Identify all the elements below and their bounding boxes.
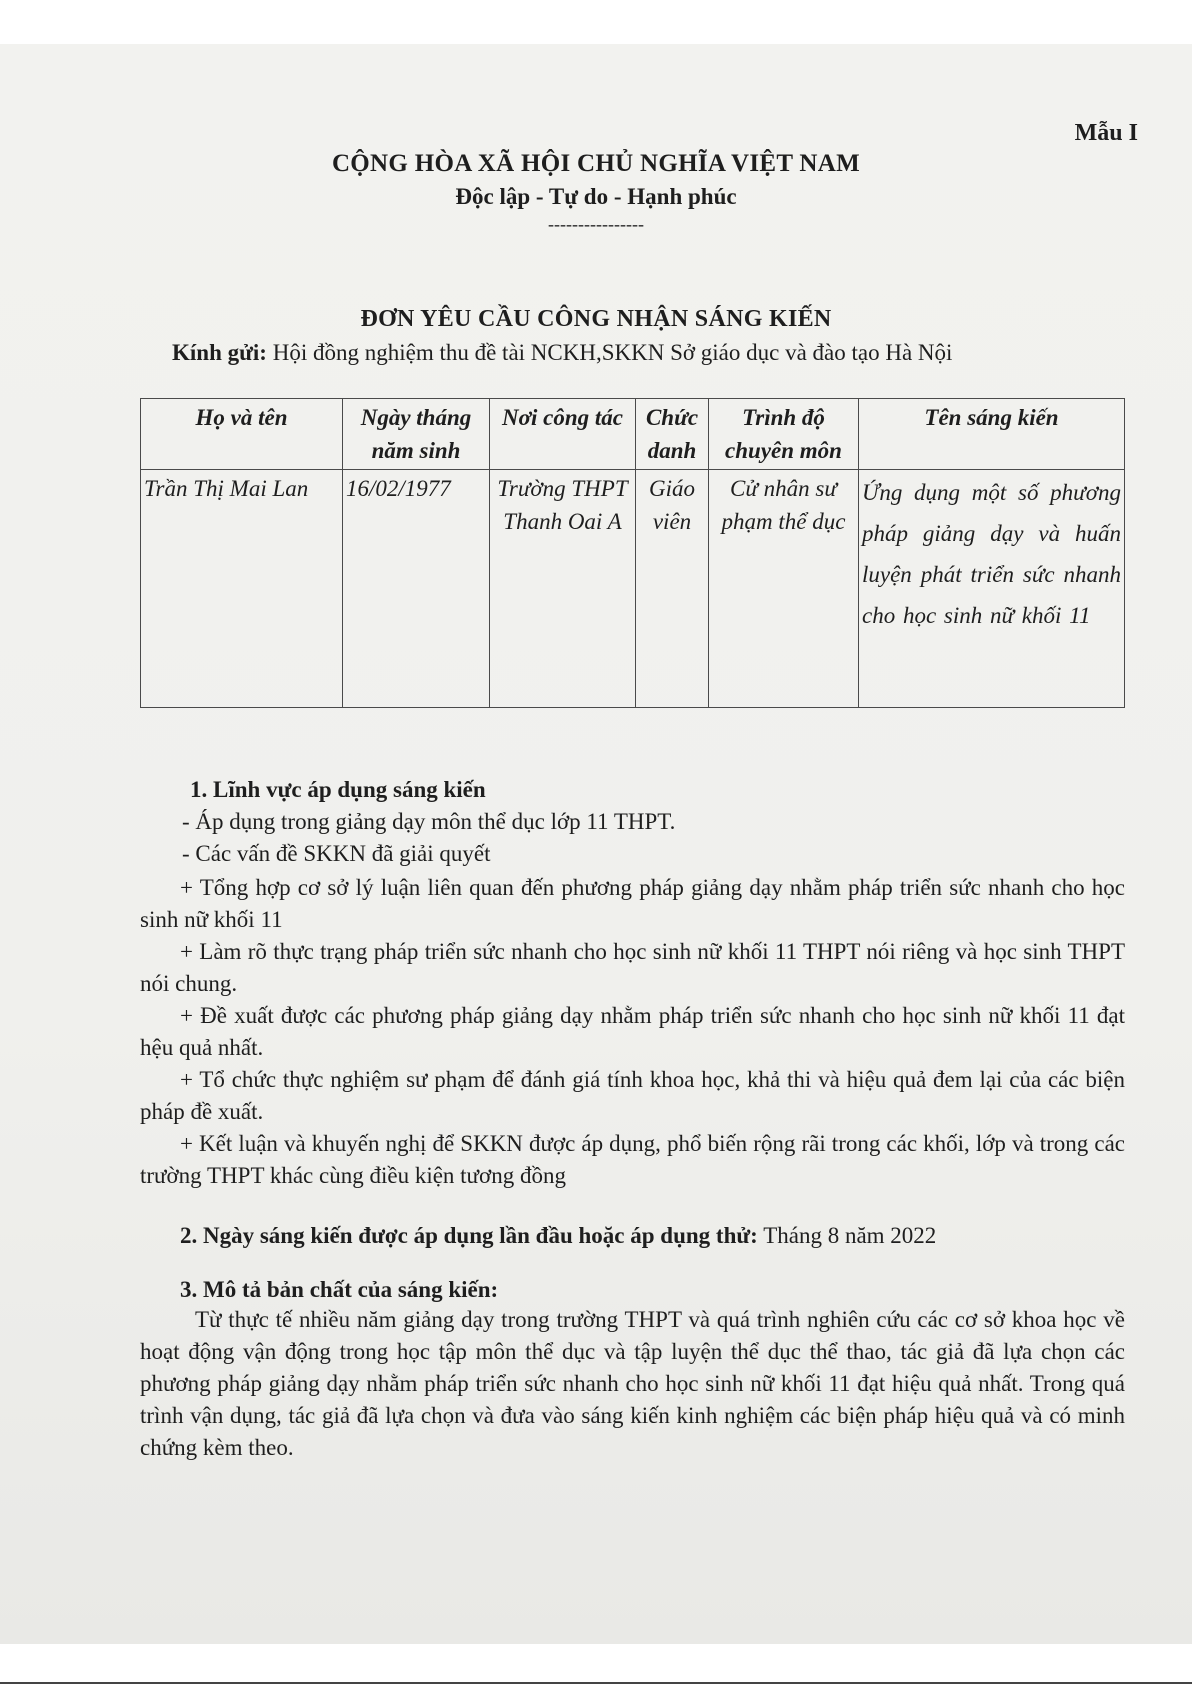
cell-position: Giáo viên xyxy=(636,470,709,708)
header-rule: ---------------- xyxy=(548,214,644,234)
section1-line2: - Các vấn đề SKKN đã giải quyết xyxy=(182,841,491,866)
section1-heading: 1. Lĩnh vực áp dụng sáng kiến xyxy=(190,777,486,802)
recipient-label: Kính gửi: xyxy=(172,340,267,365)
cell-name: Trần Thị Mai Lan xyxy=(141,470,343,708)
header-initiative: Tên sáng kiến xyxy=(859,399,1125,470)
recipient-line xyxy=(172,340,952,366)
section1-item-4: + Tổ chức thực nghiệm sư phạm để đánh giá tính khoa học, khả thi và hiệu quả đem lại của các biện pháp đề xuất. xyxy=(140,1067,1125,1124)
section1-item-1: + Tổng hợp cơ sở lý luận liên quan đến phương pháp giảng dạy nhằm pháp triển sức nhanh cho học sinh nữ khối 11 xyxy=(140,875,1125,932)
national-title: CỘNG HÒA XÃ HỘI CHỦ NGHĨA VIỆT NAM xyxy=(331,150,861,177)
recipient-text: Hội đồng nghiệm thu đề tài NCKH,SKKN Sở giáo dục và đào tạo Hà Nội xyxy=(272,340,953,365)
page-divider xyxy=(0,1682,1192,1684)
table-header-row xyxy=(141,399,1125,470)
section1-line1: - Áp dụng trong giảng dạy môn thể dục lớp 11 THPT. xyxy=(182,809,676,834)
header-qualification: Trình độ chuyên môn xyxy=(709,399,859,470)
header-dob: Ngày tháng năm sinh xyxy=(343,399,490,470)
author-info-table xyxy=(140,398,1125,708)
header-workplace: Nơi công tác xyxy=(490,399,636,470)
section2-value: Tháng 8 năm 2022 xyxy=(763,1223,937,1248)
table-row xyxy=(141,470,1125,708)
section3-text: Từ thực tế nhiều năm giảng dạy trong trường THPT và quá trình nghiên cứu các cơ sở khoa học về hoạt động vận động trong học tập môn thể dục và tập luyện thể dục thể thao, tác giả đã lựa chọn các phương pháp giảng dạy nhằm pháp triển sức nhanh cho học sinh nữ khối 11 đạt hiệu quả nhất. Trong quá trình vận dụng, tác giả đã lựa chọn và đưa vào sáng kiến kinh nghiệm các biện pháp hiệu quả và có minh chứng kèm theo. xyxy=(140,1307,1125,1460)
form-code: Mẫu I xyxy=(1074,120,1138,146)
section2-line xyxy=(180,1220,936,1252)
cell-workplace: Trường THPT Thanh Oai A xyxy=(490,470,636,708)
header-position: Chức danh xyxy=(636,399,709,470)
national-motto: Độc lập - Tự do - Hạnh phúc xyxy=(455,184,737,209)
section1-item-2: + Làm rõ thực trạng pháp triển sức nhanh cho học sinh nữ khối 11 THPT nói riêng và học sinh THPT nói chung. xyxy=(140,939,1125,996)
cell-qualification: Cử nhân sư phạm thể dục xyxy=(709,470,859,708)
cell-initiative: Ứng dụng một số phương pháp giảng dạy và huấn luyện phát triển sức nhanh cho học sinh nữ khối 11 xyxy=(859,470,1125,708)
header-name: Họ và tên xyxy=(141,399,343,470)
section2-heading: 2. Ngày sáng kiến được áp dụng lần đầu hoặc áp dụng thử: xyxy=(180,1223,758,1248)
section1-item-3: + Đề xuất được các phương pháp giảng dạy nhằm pháp triển sức nhanh cho học sinh nữ khối 11 đạt hệu quả nhất. xyxy=(140,1003,1125,1060)
section1-item-5: + Kết luận và khuyến nghị để SKKN được áp dụng, phổ biến rộng rãi trong các khối, lớp và trong các trường THPT khác cùng điều kiện tương đồng xyxy=(140,1131,1125,1188)
document-title: ĐƠN YÊU CẦU CÔNG NHẬN SÁNG KIẾN xyxy=(360,306,832,332)
cell-dob: 16/02/1977 xyxy=(343,470,490,708)
section3-heading: 3. Mô tả bản chất của sáng kiến: xyxy=(180,1277,499,1302)
